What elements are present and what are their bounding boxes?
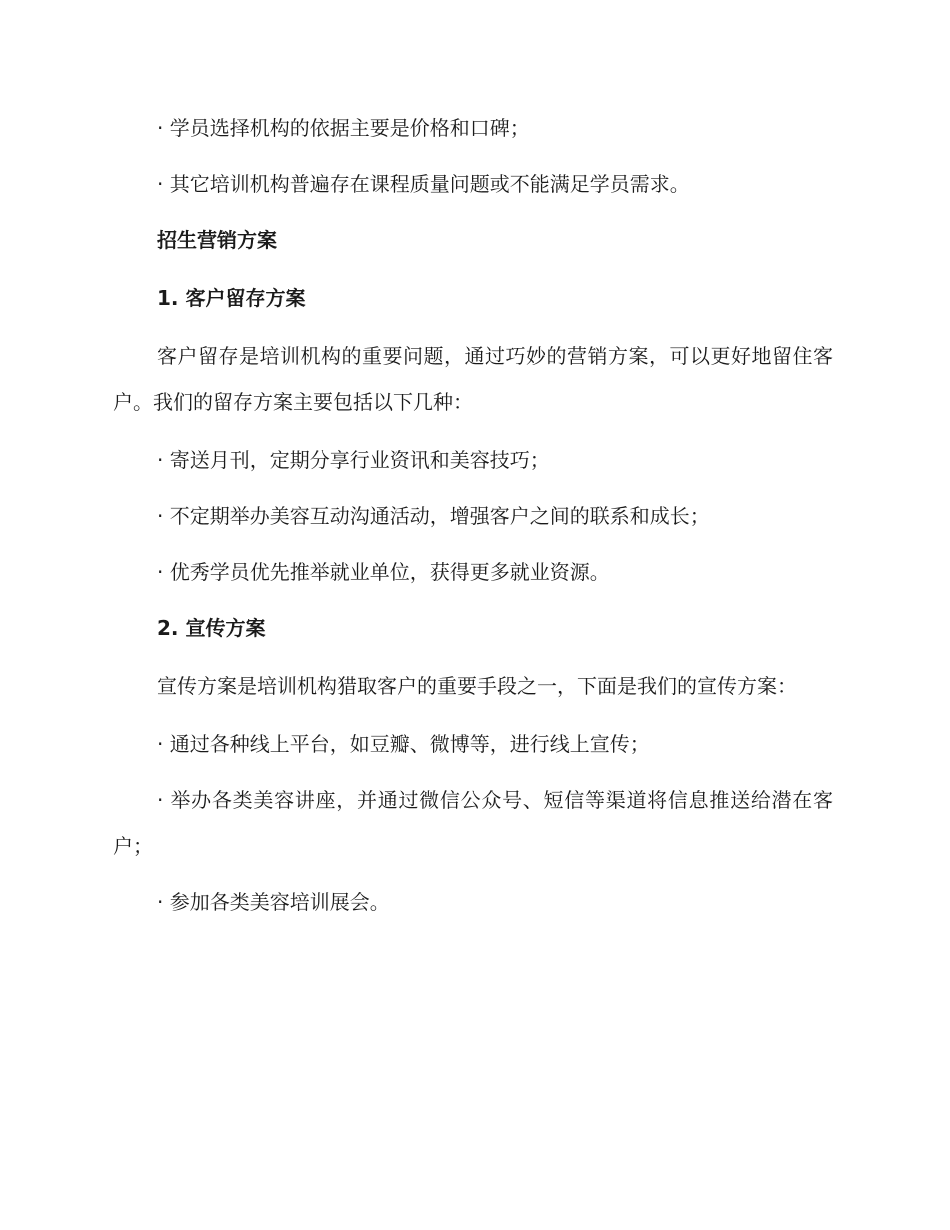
bullet-lectures: · 举办各类美容讲座，并通过微信公众号、短信等渠道将信息推送给潜在客户；	[113, 788, 833, 858]
section-heading-marketing-plan: 招生营销方案	[157, 228, 277, 252]
bullet-exhibitions: · 参加各类美容培训展会。	[157, 890, 390, 914]
bullet-selection-criteria: · 学员选择机构的依据主要是价格和口碑；	[157, 116, 530, 140]
bullet-online-platforms: · 通过各种线上平台，如豆瓣、微博等，进行线上宣传；	[157, 732, 650, 756]
bullet-interaction-events: · 不定期举办美容互动沟通活动，增强客户之间的联系和成长；	[157, 504, 710, 528]
bullet-monthly-magazine: · 寄送月刊，定期分享行业资讯和美容技巧；	[157, 448, 550, 472]
paragraph-retention-intro: 客户留存是培训机构的重要问题，通过巧妙的营销方案，可以更好地留住客户。我们的留存方案主要包括以下几种：	[113, 344, 833, 414]
bullet-competitor-issues: · 其它培训机构普遍存在课程质量问题或不能满足学员需求。	[157, 172, 690, 196]
subsection-heading-promotion: 2. 宣传方案	[157, 616, 266, 640]
paragraph-promotion-intro: 宣传方案是培训机构猎取客户的重要手段之一，下面是我们的宣传方案：	[157, 674, 797, 698]
subsection-heading-retention: 1. 客户留存方案	[157, 286, 306, 310]
bullet-job-referral: · 优秀学员优先推举就业单位，获得更多就业资源。	[157, 560, 610, 584]
document-page	[113, 105, 833, 935]
